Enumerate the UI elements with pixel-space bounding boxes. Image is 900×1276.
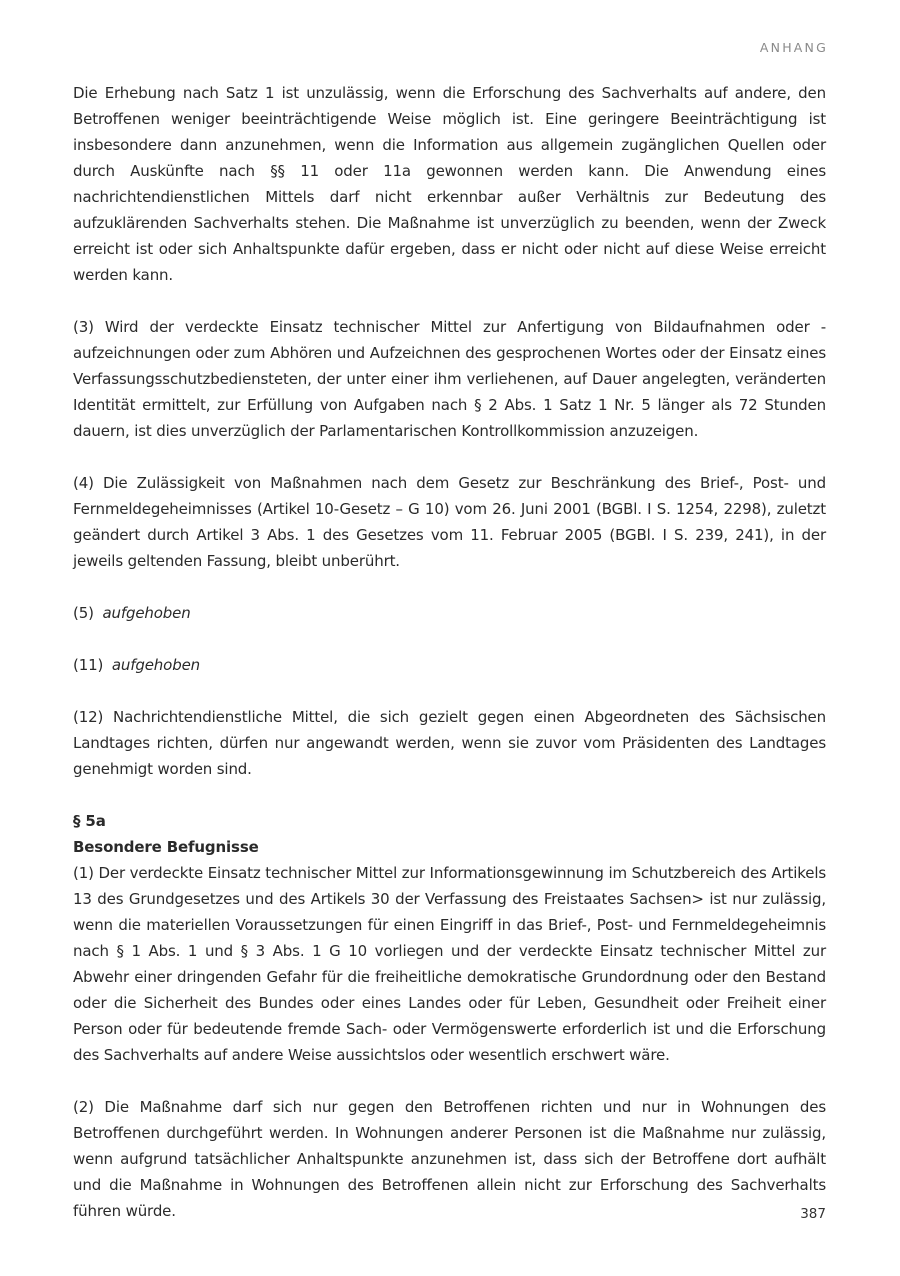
section-5a-paragraph-1: (1) Der verdeckte Einsatz technischer Mittel zur Informationsgewinnung im Schutzbereich des Artikels 13 des Grundgesetzes und des Artikels 30 der Verfassung des Freistaates Sachsen> ist nur zulässig, wenn die materiellen Voraussetzungen für einen Eingriff in das Brief-, Post- und Fernmeldegeheimnis nach § 1 Abs. 1 und § 3 Abs. 1 G 10 vorliegen und der verdeckte Einsatz technischer Mittel zur Abwehr einer dringenden Gefahr für die freiheitliche demokratische Grundordnung oder den Bestand oder die Sicherheit des Bundes oder eines Landes oder für Leben, Gesundheit oder Freiheit einer Person oder für bedeutende fremde Sach- oder Vermögenswerte erforderlich ist und die Erforschung des Sachverhalts auf andere Weise aussichtslos oder wesentlich erschwert wäre. bbox=[73, 864, 826, 1064]
paragraph-11-number: (11) bbox=[73, 656, 104, 674]
paragraph-5-number: (5) bbox=[73, 604, 94, 622]
paragraph-5-text: aufgehoben bbox=[102, 604, 191, 622]
paragraph-4: (4) Die Zulässigkeit von Maßnahmen nach dem Gesetz zur Beschränkung des Brief-, Post- und Fernmeldegeheimnisses (Artikel 10-Gesetz – G 10) vom 26. Juni 2001 (BGBl. I S. 1254, 2298), zuletzt geändert durch Artikel 3 Abs. 1 des Gesetzes vom 11. Februar 2005 (BGBl. I S. 239, 241), in der jeweils geltenden Fassung, bleibt unberührt. bbox=[73, 474, 826, 570]
paragraph-11 bbox=[73, 652, 826, 678]
section-5a-paragraph-2: (2) Die Maßnahme darf sich nur gegen den Betroffenen richten und nur in Wohnungen des Betroffenen durchgeführt werden. In Wohnungen anderer Personen ist die Maßnahme nur zulässig, wenn aufgrund tatsächlicher Anhaltspunkte anzunehmen ist, dass sich der Betroffene dort aufhält und die Maßnahme in Wohnungen des Betroffenen allein nicht zur Erforschung des Sachverhalts führen würde. bbox=[73, 1098, 826, 1220]
running-header: ANHANG bbox=[759, 40, 828, 55]
document-body bbox=[73, 80, 826, 1250]
section-title: Besondere Befugnisse bbox=[73, 838, 259, 856]
paragraph-5 bbox=[73, 600, 826, 626]
paragraph-12: (12) Nachrichtendienstliche Mittel, die sich gezielt gegen einen Abgeordneten des Sächsischen Landtages richten, dürfen nur angewandt werden, wenn sie zuvor vom Präsidenten des Landtages genehmigt worden sind. bbox=[73, 708, 826, 778]
paragraph-3: (3) Wird der verdeckte Einsatz technischer Mittel zur Anfertigung von Bildaufnahmen oder -aufzeichnungen oder zum Abhören und Aufzeichnen des gesprochenen Wortes oder der Einsatz eines Verfassungsschutzbediensteten, der unter einer ihm verliehenen, auf Dauer angelegten, veränderten Identität ermittelt, zur Erfüllung von Aufgaben nach § 2 Abs. 1 Satz 1 Nr. 5 länger als 72 Stunden dauern, ist dies unverzüglich der Parlamentarischen Kontrollkommission anzuzeigen. bbox=[73, 318, 826, 440]
section-number: § 5a bbox=[73, 812, 106, 830]
paragraph-intro: Die Erhebung nach Satz 1 ist unzulässig, wenn die Erforschung des Sachverhalts auf andere, den Betroffenen weniger beeinträchtigende Weise möglich ist. Eine geringere Beeinträchtigung ist insbesondere dann anzunehmen, wenn die Information aus allgemein zugänglichen Quellen oder durch Auskünfte nach §§ 11 oder 11a gewonnen werden kann. Die Anwendung eines nachrichtendienstlichen Mittels darf nicht erkennbar außer Verhältnis zur Bedeutung des aufzuklärenden Sachverhalts stehen. Die Maßnahme ist unverzüglich zu beenden, wenn der Zweck erreicht ist oder sich Anhaltspunkte dafür ergeben, dass er nicht oder nicht auf diese Weise erreicht werden kann. bbox=[73, 84, 826, 284]
page-number: 387 bbox=[800, 1206, 826, 1222]
paragraph-11-text: aufgehoben bbox=[111, 656, 200, 674]
